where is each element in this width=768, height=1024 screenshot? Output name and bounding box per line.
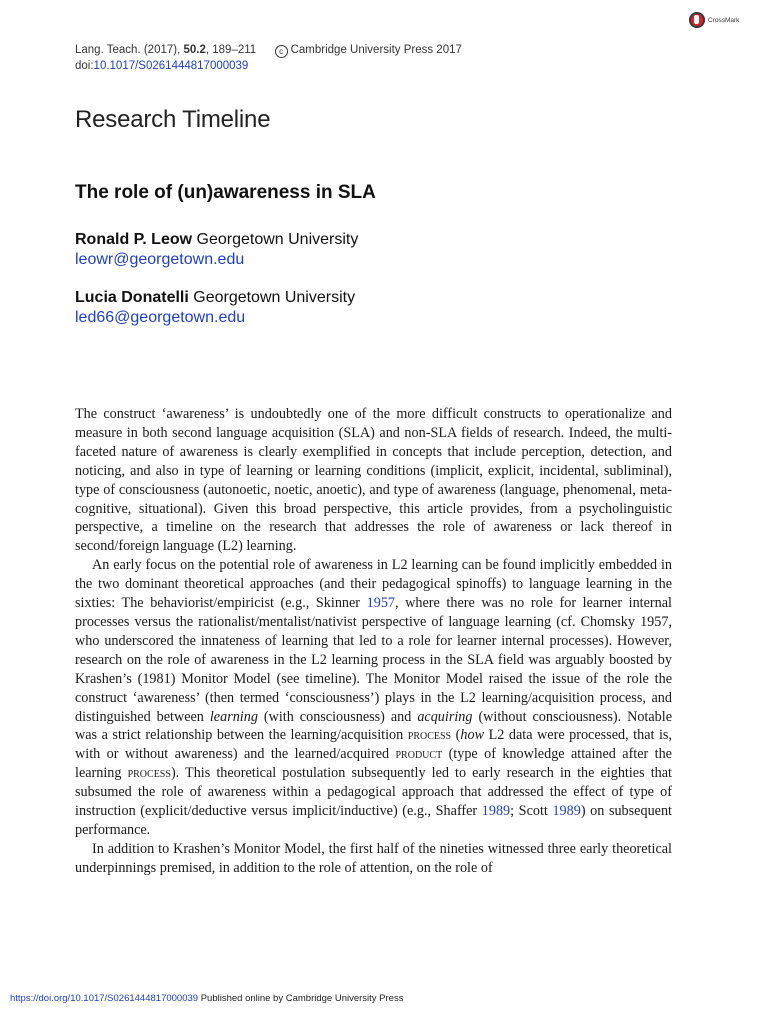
author-email-link[interactable]: led66@georgetown.edu — [75, 309, 246, 326]
citation-link[interactable]: 1957 — [366, 595, 396, 612]
citation-line — [75, 42, 462, 58]
journal-volume: 50.2 — [183, 44, 206, 56]
copyright-icon: c — [275, 45, 288, 58]
crossmark-badge[interactable] — [689, 12, 739, 28]
doi-prefix: doi: — [75, 60, 94, 72]
section-title: Research Timeline — [75, 106, 271, 133]
citation-link[interactable]: 1989 — [552, 803, 581, 820]
publisher: Cambridge University Press 2017 — [290, 44, 462, 56]
author-email-link[interactable]: leowr@georgetown.edu — [75, 251, 245, 268]
author-name: Lucia Donatelli — [75, 289, 189, 306]
footer-published-note: Published online by Cambridge University Press — [198, 993, 404, 1004]
author-affiliation: Georgetown University — [188, 289, 356, 306]
journal-header — [75, 42, 462, 74]
journal-pages: , 189–211 — [205, 44, 257, 56]
crossmark-label: CrossMark — [708, 16, 740, 24]
doi-line — [75, 58, 462, 74]
footer-doi-link[interactable]: https://doi.org/10.1017/S0261444817000039 — [10, 993, 199, 1004]
author-block — [75, 230, 358, 270]
article-body — [75, 405, 672, 878]
crossmark-icon — [689, 12, 705, 28]
page-footer — [10, 993, 403, 1004]
author-name: Ronald P. Leow — [75, 231, 193, 248]
citation-link[interactable]: 1989 — [481, 803, 511, 820]
article-title: The role of (un)awareness in SLA — [75, 182, 376, 203]
author-block — [75, 288, 355, 328]
author-affiliation: Georgetown University — [192, 231, 359, 248]
paragraph-1: The construct ‘awareness’ is undoubtedly one of the more difficult constructs to operationalize and measure in both second language acquisition (SLA) and non-SLA fields of research. Indeed, the multi-faceted nature of awareness is clearly exemplified in concepts that include perception, detection, and noticing, and also in type of learning or learning conditions (implicit, explicit, incidental, subliminal), type of consciousness (autonoetic, noetic, anoetic), and type of awareness (language, phenomenal, meta-cognitive, situational). Given this broad perspective, this article provides, from a psycholinguistic perspective, a timeline on the research that addresses the role of awareness or lack thereof in second/foreign language (L2) learning. — [75, 406, 672, 555]
paragraph-2: An early focus on the potential role of awareness in L2 learning can be found implicitly embedded in the two dominant theoretical approaches (and their pedagogical spinoffs) to language learning in the sixties: The behaviorist/empiricist (e.g., Skinner 1957, where there was no role for learner internal processes versus the rationalist/mentalist/nativist perspective of language learning (cf. Chomsky 1957, who underscored the innateness of learning that led to a role for learner internal processes). However, research on the role of awareness in the L2 learning process in the SLA field was arguably boosted by Krashen’s (1981) Monitor Model (see timeline). The Monitor Model raised the issue of the role the construct ‘awareness’ (then termed ‘consciousness’) plays in the L2 learning/acquisition process, and distinguished between learning (with consciousness) and acquiring (without consciousness). Notable was a strict relationship between the learning/acquisition process (how L2 data were processed, that is, with or without awareness) and the learned/acquired product (type of knowledge attained after the learning process). This theoretical postulation subsequently led to early research in the eighties that subsumed the role of awareness within a pedagogical approach that addressed the effect of type of instruction (explicit/deductive versus implicit/inductive) (e.g., Shaffer 1989; Scott 1989) on subsequent performance. — [75, 557, 672, 838]
paragraph-3: In addition to Krashen’s Monitor Model, the first half of the nineties witnessed three early theoretical underpinnings premised, in addition to the role of attention, on the role of — [75, 840, 672, 876]
journal-name: Lang. Teach. (2017), — [75, 44, 181, 56]
doi-link[interactable]: 10.1017/S0261444817000039 — [93, 60, 249, 72]
